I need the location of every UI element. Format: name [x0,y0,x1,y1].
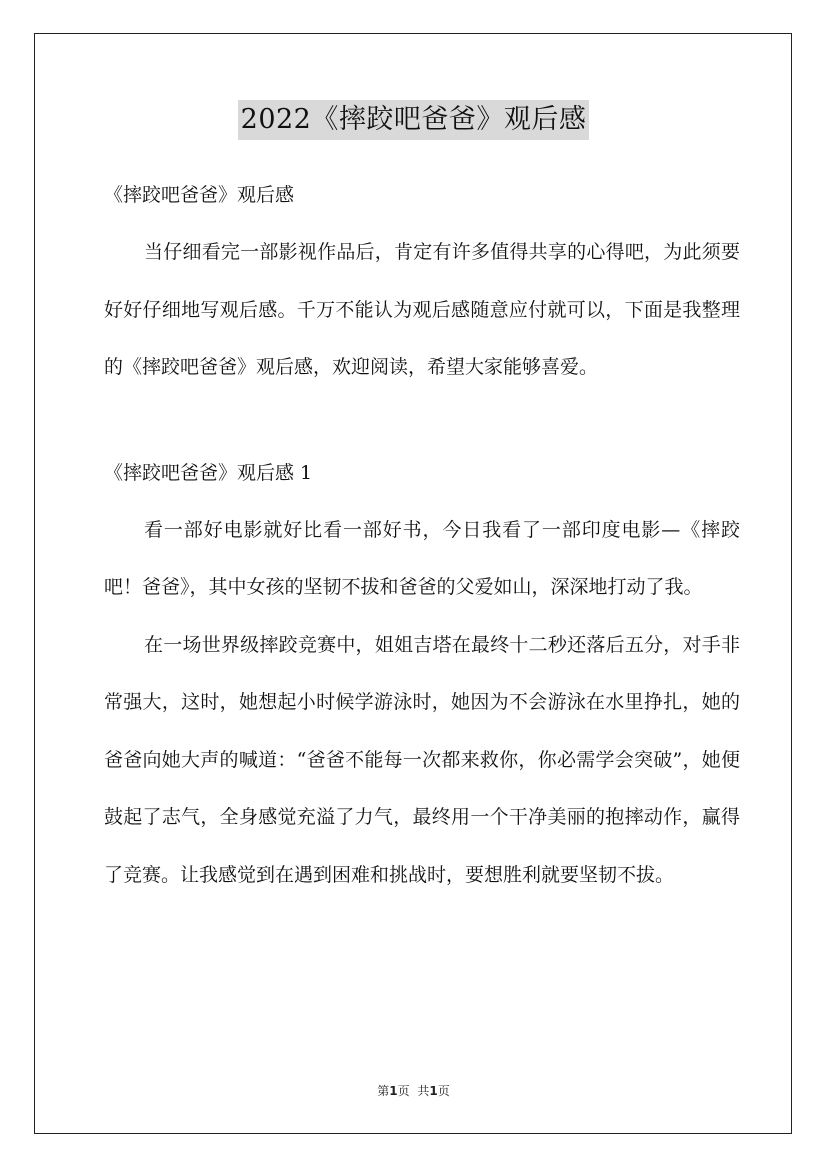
document-title: 2022《摔跤吧爸爸》观后感 [238,100,590,140]
footer-page-suffix: 页 [397,1084,410,1098]
subtitle-heading: 《摔跤吧爸爸》观后感 [104,184,295,206]
body-paragraph-2: 在一场世界级摔跤竞赛中，姐姐吉塔在最终十二秒还落后五分，对手非常强大，这时，她想起小时候学游泳时，她因为不会游泳在水里挣扎，她的爸爸向她大声的喊道：“爸爸不能每一次都来救你，你必需学会突破”，她便鼓起了志气，全身感觉充溢了力气，最终用一个干净美丽的抱摔动作，赢得了竞赛。让我感觉到在遇到困难和挑战时，要想胜利就要坚韧不拔。 [104,633,740,886]
section-spacer [104,397,740,444]
footer-total-pages: 1 [429,1084,438,1098]
footer-page-prefix: 第 [377,1084,390,1098]
footer-total-suffix: 页 [437,1084,450,1098]
document-body [104,166,740,904]
footer-total-prefix: 共 [417,1084,430,1098]
intro-paragraph: 当仔细看完一部影视作品后，肯定有许多值得共享的心得吧，为此须要好好仔细地写观后感。千万不能认为观后感随意应付就可以，下面是我整理的《摔跤吧爸爸》观后感，欢迎阅读，希望大家能够喜爱。 [104,241,740,378]
body-paragraph-1: 看一部好电影就好比看一部好书，今日我看了一部印度电影—《摔跤吧！爸爸》，其中女孩的坚韧不拔和爸爸的父爱如山，深深地打动了我。 [104,518,740,598]
section-heading: 《摔跤吧爸爸》观后感 1 [104,461,313,484]
footer-current-page: 1 [389,1084,398,1098]
title-container [0,100,827,140]
page-footer [0,1082,827,1099]
